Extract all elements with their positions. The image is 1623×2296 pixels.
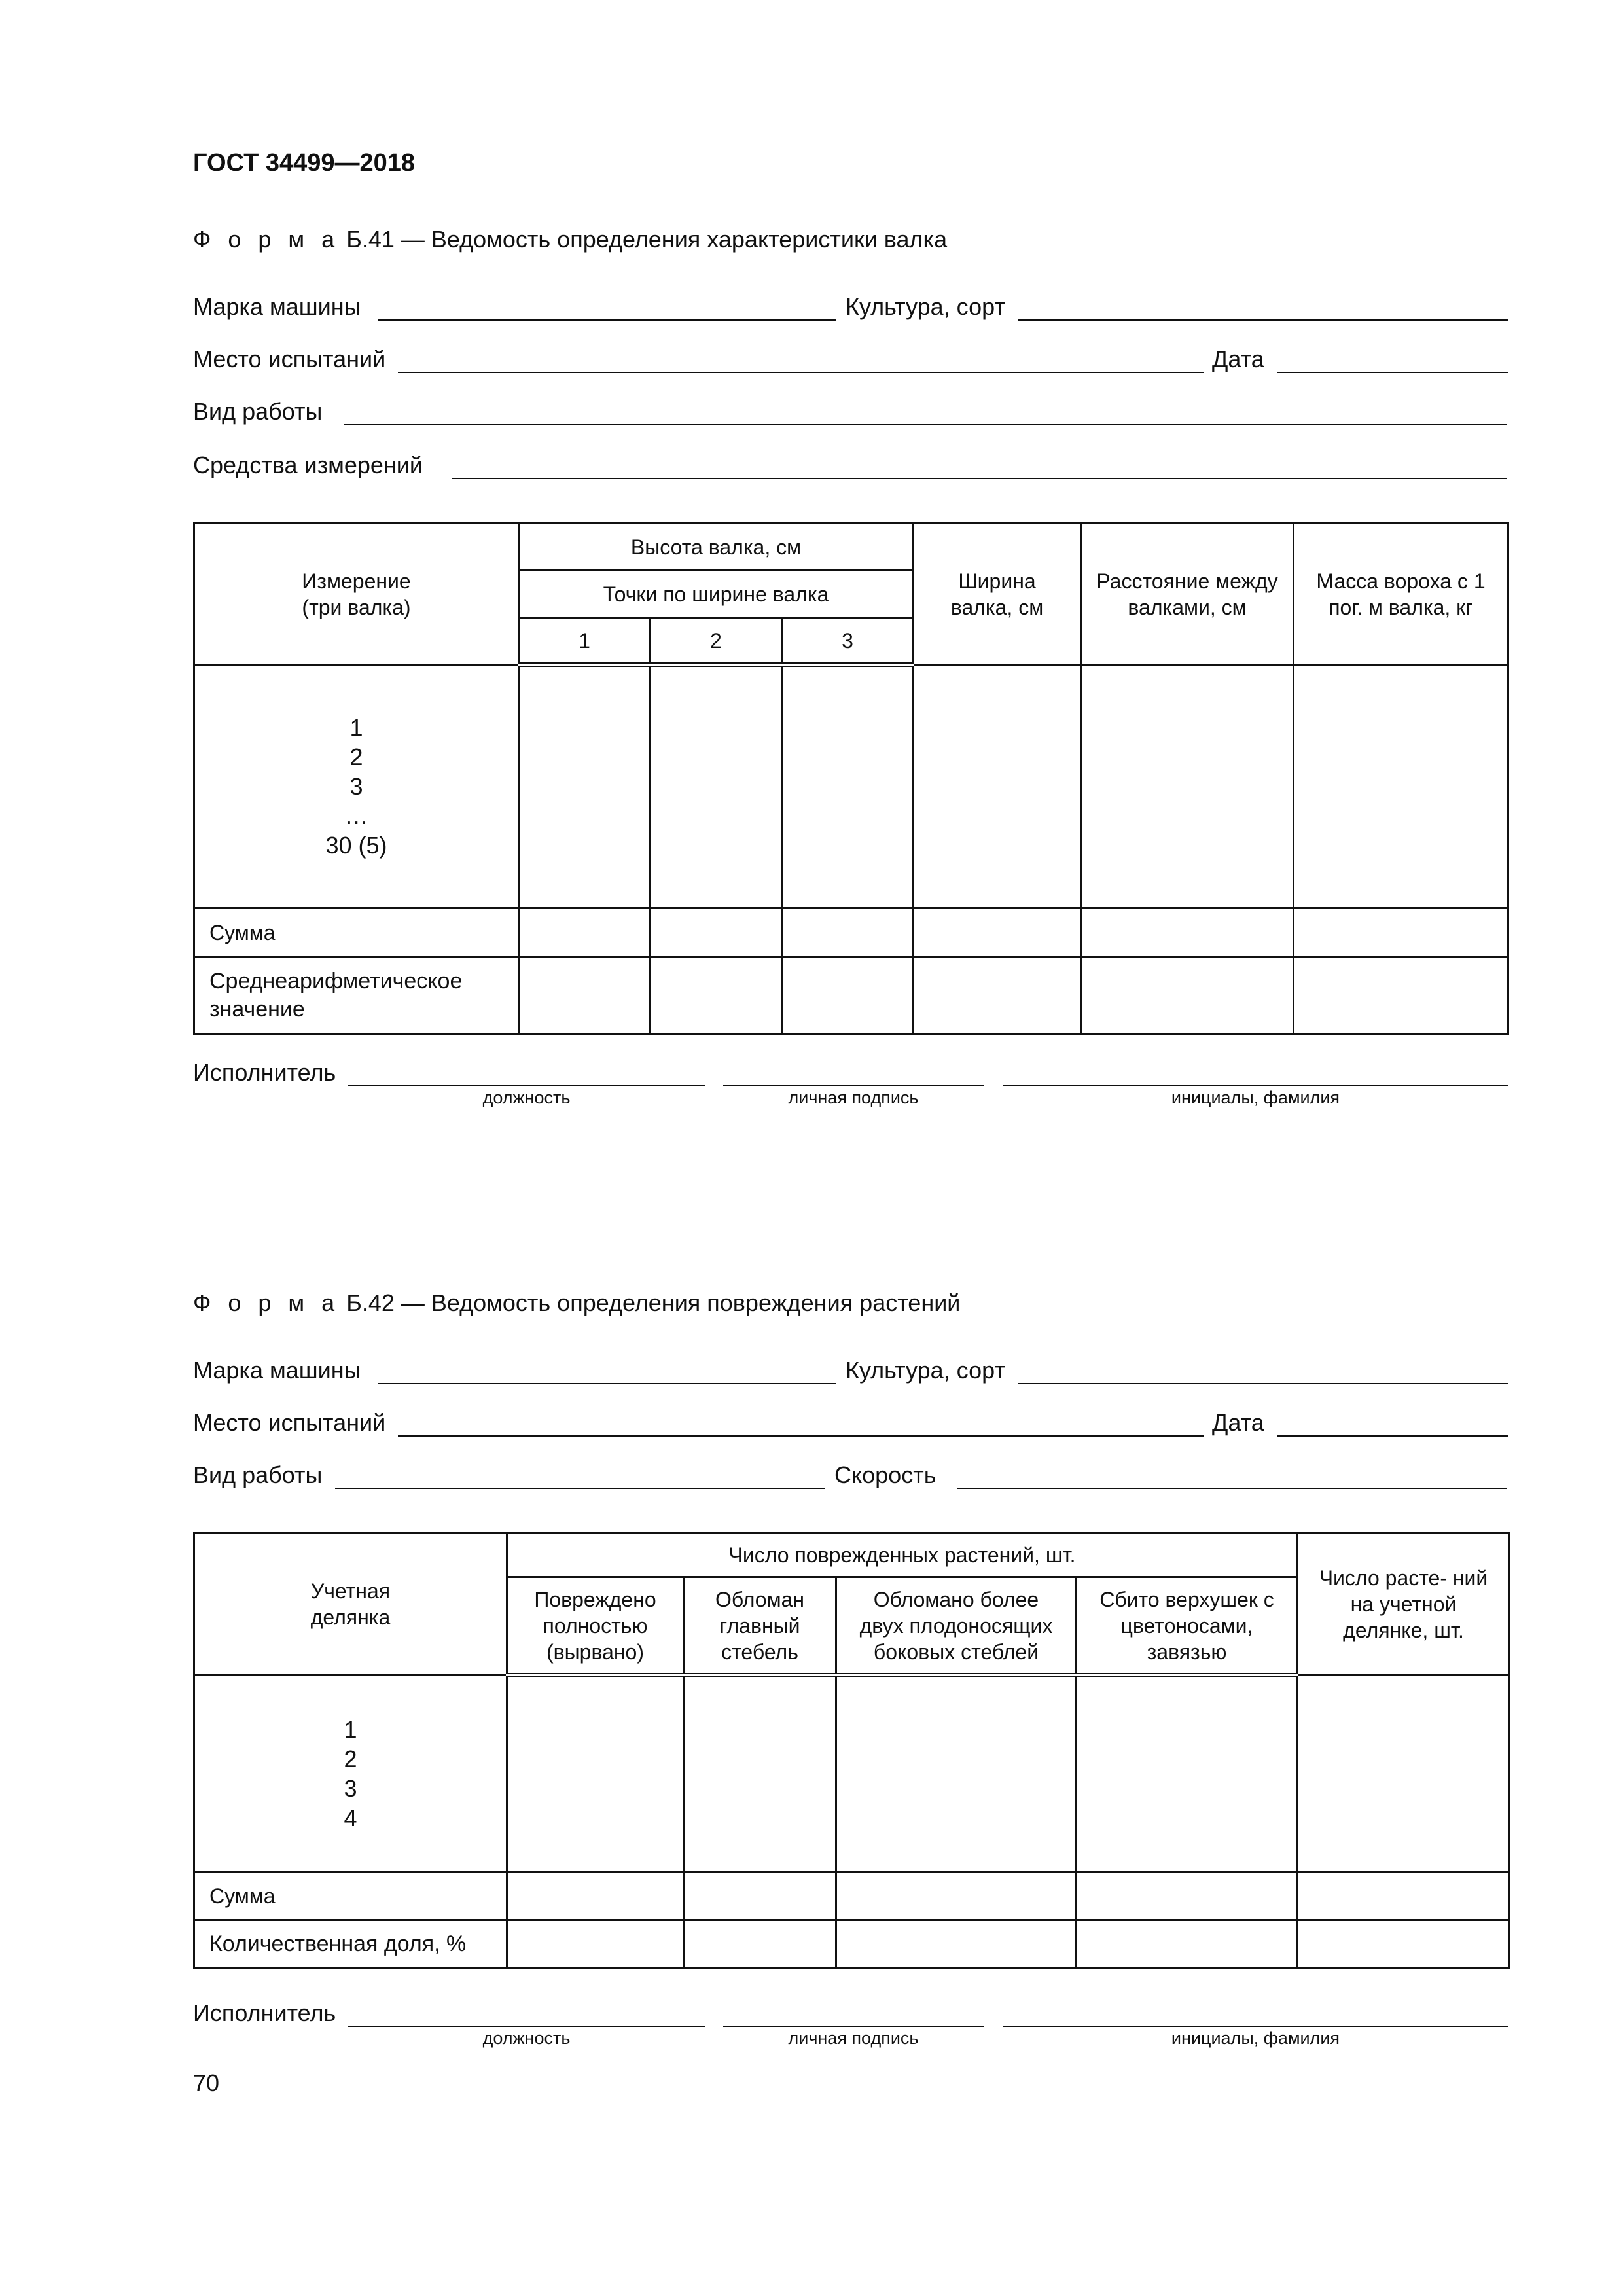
form42-row-share: Количественная доля, %: [194, 1920, 507, 1969]
form41-name-caption: инициалы, фамилия: [1171, 1088, 1340, 1107]
form41-date-line[interactable]: [1277, 372, 1508, 373]
form41-work-line[interactable]: [344, 424, 1507, 425]
form41-sign-caption: личная подпись: [788, 1088, 919, 1107]
form42-title: [193, 1289, 960, 1317]
form41-machine-line[interactable]: [378, 319, 836, 321]
form42-sub-stem: Обломан главный стебель: [684, 1577, 836, 1676]
form41-prefix: Ф о р м а: [193, 226, 340, 253]
form41-data-cell[interactable]: [651, 665, 782, 908]
form41-col-mass: Масса вороха с 1 пог. м валка, кг: [1294, 524, 1508, 665]
form42-data-cell[interactable]: [836, 1676, 1077, 1872]
form42-table: [193, 1532, 1510, 1969]
form41-row-sum: Сумма: [194, 908, 519, 957]
form42-name-line[interactable]: [1003, 2026, 1508, 2027]
form42-machine-label: Марка машины: [193, 1357, 361, 1384]
form42-machine-line[interactable]: [378, 1383, 836, 1384]
form41-tools-label: Средства измерений: [193, 452, 423, 478]
form41-name-line[interactable]: [1003, 1085, 1508, 1086]
form42-sub-side: Обломано более двух плодоносящих боковых стеблей: [836, 1577, 1077, 1676]
form41-sum-cell[interactable]: [1081, 908, 1294, 957]
form41-row-ellipsis: …: [344, 802, 368, 829]
form42-name-caption: инициалы, фамилия: [1171, 2028, 1340, 2048]
form41-data-cell[interactable]: [1081, 665, 1294, 908]
form41-row-1: 1: [349, 714, 363, 741]
form41-data-cell[interactable]: [1294, 665, 1508, 908]
form41-sum-cell[interactable]: [651, 908, 782, 957]
form41-date-label: Дата: [1212, 346, 1264, 372]
form41-sum-cell[interactable]: [519, 908, 651, 957]
form42-row-2: 2: [344, 1745, 357, 1772]
form42-speed-line[interactable]: [957, 1488, 1507, 1489]
form41-data-cell[interactable]: [519, 665, 651, 908]
form42-sub-full: Повреждено полностью (вырвано): [507, 1577, 684, 1676]
document-header: ГОСТ 34499—2018: [193, 149, 416, 177]
form41-sign-line[interactable]: [723, 1085, 984, 1086]
form41-tools-line[interactable]: [452, 478, 1507, 479]
form42-crop-line[interactable]: [1018, 1383, 1508, 1384]
form41-place-label: Место испытаний: [193, 346, 386, 372]
form42-position-line[interactable]: [348, 2026, 705, 2027]
form41-mean-cell[interactable]: [1294, 957, 1508, 1034]
form42-share-cell[interactable]: [836, 1920, 1077, 1969]
form41-col-measure: Измерение (три валка): [194, 524, 519, 665]
form42-date-label: Дата: [1212, 1409, 1264, 1436]
form42-row-numbers: [194, 1676, 507, 1872]
form42-work-line[interactable]: [335, 1488, 825, 1489]
form41-row-3: 3: [349, 773, 363, 800]
form41-position-line[interactable]: [348, 1085, 705, 1086]
form42-data-cell[interactable]: [507, 1676, 684, 1872]
form42-share-cell[interactable]: [1077, 1920, 1298, 1969]
form41-table: [193, 522, 1509, 1035]
form41-title-text: Б.41 — Ведомость определения характеристики валка: [346, 226, 948, 253]
form41-crop-line[interactable]: [1018, 319, 1508, 321]
form42-share-cell[interactable]: [507, 1920, 684, 1969]
form42-col-plot: Учетная делянка: [194, 1533, 507, 1676]
form41-data-cell[interactable]: [914, 665, 1081, 908]
form42-speed-label: Скорость: [834, 1462, 936, 1488]
form42-performer-label: Исполнитель: [193, 2000, 336, 2026]
form42-data-cell[interactable]: [1077, 1676, 1298, 1872]
form42-crop-label: Культура, сорт: [846, 1357, 1005, 1384]
form41-mean-cell[interactable]: [782, 957, 914, 1034]
form41-mean-cell[interactable]: [914, 957, 1081, 1034]
form42-sum-cell[interactable]: [1298, 1872, 1510, 1920]
form41-row-2: 2: [349, 744, 363, 770]
form42-col-damaged: Число поврежденных растений, шт.: [507, 1533, 1298, 1577]
form42-col-count: Число расте- ний на учетной делянке, шт.: [1298, 1533, 1510, 1676]
form42-work-label: Вид работы: [193, 1462, 323, 1488]
form42-row-sum: Сумма: [194, 1872, 507, 1920]
form42-position-caption: должность: [482, 2028, 571, 2048]
form42-row-4: 4: [344, 1804, 357, 1831]
form41-col-height: Высота валка, см: [519, 524, 914, 571]
form41-row-numbers: [194, 665, 519, 908]
form41-sum-cell[interactable]: [782, 908, 914, 957]
form42-sum-cell[interactable]: [1077, 1872, 1298, 1920]
form41-position-caption: должность: [482, 1088, 571, 1107]
form42-place-line[interactable]: [398, 1435, 1204, 1437]
form42-sum-cell[interactable]: [507, 1872, 684, 1920]
form42-data-cell[interactable]: [684, 1676, 836, 1872]
form42-data-cell[interactable]: [1298, 1676, 1510, 1872]
form41-data-cell[interactable]: [782, 665, 914, 908]
form41-sum-cell[interactable]: [1294, 908, 1508, 957]
form42-sub-tops: Сбито верхушек с цветоносами, завязью: [1077, 1577, 1298, 1676]
form41-place-line[interactable]: [398, 372, 1204, 373]
form41-work-label: Вид работы: [193, 398, 323, 425]
form42-sign-line[interactable]: [723, 2026, 984, 2027]
form42-row-3: 3: [344, 1774, 357, 1802]
form42-share-cell[interactable]: [1298, 1920, 1510, 1969]
form41-point-2: 2: [651, 618, 782, 665]
form42-date-line[interactable]: [1277, 1435, 1508, 1437]
form42-sign-caption: личная подпись: [788, 2028, 919, 2048]
form41-col-width: Ширина валка, см: [914, 524, 1081, 665]
form41-row-mean: Среднеарифметическое значение: [194, 957, 519, 1034]
form42-sum-cell[interactable]: [684, 1872, 836, 1920]
form42-share-cell[interactable]: [684, 1920, 836, 1969]
form41-sum-cell[interactable]: [914, 908, 1081, 957]
form41-performer-label: Исполнитель: [193, 1059, 336, 1086]
form42-prefix: Ф о р м а: [193, 1289, 340, 1316]
form41-col-distance: Расстояние между валками, см: [1081, 524, 1294, 665]
form41-mean-cell[interactable]: [519, 957, 651, 1034]
form42-sum-cell[interactable]: [836, 1872, 1077, 1920]
form41-title: [193, 226, 947, 253]
form42-place-label: Место испытаний: [193, 1409, 386, 1436]
form41-machine-label: Марка машины: [193, 293, 361, 320]
form41-crop-label: Культура, сорт: [846, 293, 1005, 320]
form42-title-text: Б.42 — Ведомость определения повреждения растений: [346, 1289, 961, 1316]
form41-point-1: 1: [519, 618, 651, 665]
form41-col-points: Точки по ширине валка: [519, 571, 914, 618]
page-number: 70: [193, 2070, 220, 2096]
form41-row-last: 30 (5): [325, 832, 387, 859]
form41-point-3: 3: [782, 618, 914, 665]
form41-mean-cell[interactable]: [651, 957, 782, 1034]
form41-mean-cell[interactable]: [1081, 957, 1294, 1034]
form42-row-1: 1: [344, 1715, 357, 1743]
